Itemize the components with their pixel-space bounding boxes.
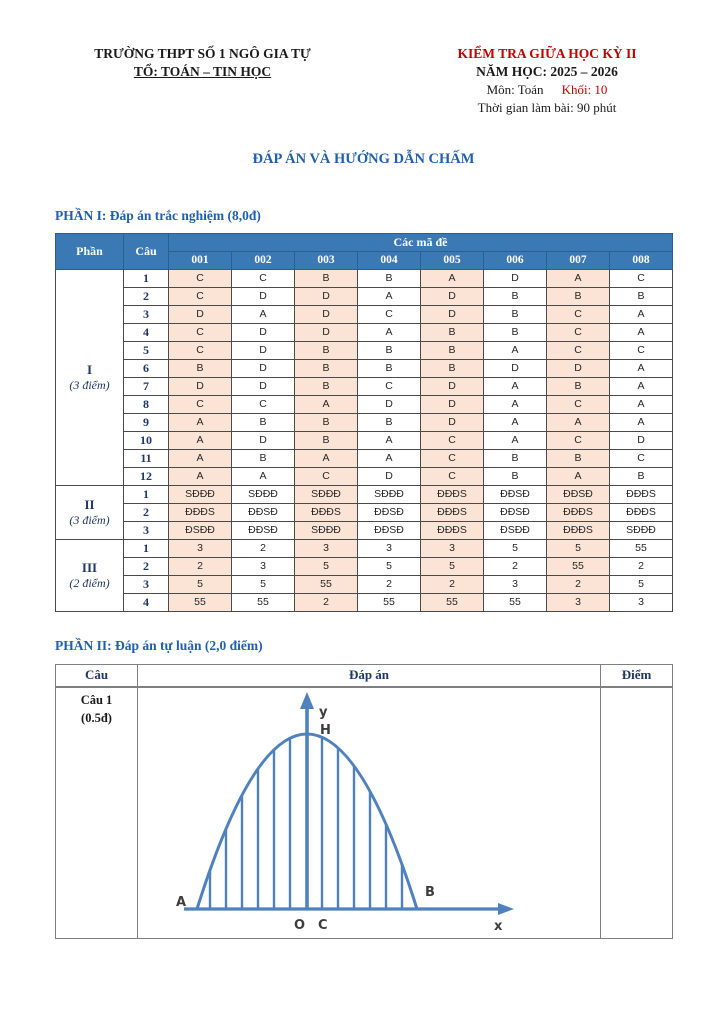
answer-cell: 55 (169, 593, 232, 611)
answer-cell: 5 (421, 557, 484, 575)
part-label-cell (56, 269, 124, 485)
document-header (55, 45, 672, 117)
answer-cell: A (484, 413, 547, 431)
answer-cell: A (610, 413, 673, 431)
column-header-code: 006 (484, 251, 547, 269)
essay-table-header (56, 664, 673, 687)
answer-cell: B (421, 341, 484, 359)
answer-cell: ĐĐSĐ (358, 503, 421, 521)
question-number-cell: 8 (124, 395, 169, 413)
x-axis-arrow-icon (498, 903, 514, 915)
answer-cell: ĐĐĐS (421, 521, 484, 539)
grade-label: Khối: 10 (561, 82, 608, 98)
x-axis (184, 903, 514, 915)
answer-cell: SĐĐĐ (232, 485, 295, 503)
answer-cell: 5 (484, 539, 547, 557)
figure-label-a: A (176, 895, 187, 911)
answer-cell: A (169, 431, 232, 449)
part-label-cell (56, 485, 124, 539)
answer-cell: 3 (421, 539, 484, 557)
answer-cell: B (547, 449, 610, 467)
answer-cell: A (610, 323, 673, 341)
question-number-cell: 2 (124, 287, 169, 305)
answer-cell: 55 (232, 593, 295, 611)
answer-cell: 5 (232, 575, 295, 593)
answer-cell: B (295, 341, 358, 359)
answer-cell: 2 (421, 575, 484, 593)
answer-cell: C (169, 341, 232, 359)
table-row (56, 521, 673, 539)
answer-cell: C (610, 269, 673, 287)
answer-cell: 55 (547, 557, 610, 575)
answer-cell: SĐĐĐ (358, 485, 421, 503)
essay-question-number: Câu 1 (80, 693, 113, 708)
answer-cell: D (358, 467, 421, 485)
answer-cell: B (232, 413, 295, 431)
answer-cell: 5 (547, 539, 610, 557)
answer-cell: B (358, 413, 421, 431)
question-number-cell: 1 (124, 269, 169, 287)
table-row (56, 467, 673, 485)
answer-cell: D (232, 431, 295, 449)
answer-cell: 5 (295, 557, 358, 575)
table-row (56, 431, 673, 449)
section1-heading: PHẦN I: Đáp án trắc nghiệm (8,0đ) (55, 207, 261, 223)
school-name: TRƯỜNG THPT SỐ 1 NGÔ GIA TỰ (94, 46, 311, 61)
answer-cell: B (358, 269, 421, 287)
answer-cell: A (295, 395, 358, 413)
answer-cell: ĐĐĐS (421, 485, 484, 503)
answer-cell: ĐĐĐS (610, 503, 673, 521)
answer-cell: D (421, 287, 484, 305)
answer-cell: D (232, 341, 295, 359)
question-number-cell: 6 (124, 359, 169, 377)
answer-cell: 55 (358, 593, 421, 611)
answer-cell: C (610, 449, 673, 467)
answer-cell: A (484, 377, 547, 395)
answer-cell: ĐĐSĐ (358, 521, 421, 539)
answer-cell: 2 (232, 539, 295, 557)
question-number-cell: 5 (124, 341, 169, 359)
answer-cell: 3 (358, 539, 421, 557)
answer-cell: C (421, 467, 484, 485)
question-number-cell: 4 (124, 593, 169, 611)
answer-cell: ĐSĐĐ (484, 521, 547, 539)
question-number-cell: 10 (124, 431, 169, 449)
answer-cell: B (295, 377, 358, 395)
answer-cell: ĐĐĐS (547, 503, 610, 521)
answer-cell: C (547, 305, 610, 323)
answer-cell: 2 (610, 557, 673, 575)
answer-cell: D (421, 395, 484, 413)
table-row (56, 557, 673, 575)
answer-cell: A (358, 449, 421, 467)
answer-cell: 3 (169, 539, 232, 557)
column-header-code: 008 (610, 251, 673, 269)
answer-cell: ĐĐĐS (610, 485, 673, 503)
question-number-cell: 7 (124, 377, 169, 395)
answer-cell: ĐĐĐS (421, 503, 484, 521)
question-number-cell: 2 (124, 557, 169, 575)
answer-cell: C (547, 395, 610, 413)
answer-cell: B (484, 287, 547, 305)
answer-cell: C (610, 341, 673, 359)
school-block (60, 45, 345, 81)
question-number-cell: 12 (124, 467, 169, 485)
answer-cell: ĐĐĐS (295, 503, 358, 521)
column-header-code: 007 (547, 251, 610, 269)
table-row (56, 269, 673, 287)
answer-cell: A (169, 467, 232, 485)
answer-cell: B (547, 287, 610, 305)
column-header-code: 003 (295, 251, 358, 269)
answer-cell: 55 (421, 593, 484, 611)
answer-cell: C (169, 269, 232, 287)
answer-cell: D (232, 359, 295, 377)
answer-cell: B (295, 359, 358, 377)
answer-cell: A (169, 413, 232, 431)
answer-cell: D (232, 377, 295, 395)
column-header-question: Câu (124, 233, 169, 269)
answer-cell: B (295, 269, 358, 287)
answer-cell: B (358, 341, 421, 359)
exam-info-block (422, 45, 672, 117)
answer-cell: D (421, 305, 484, 323)
answer-cell: ĐĐSĐ (547, 485, 610, 503)
table-row (56, 341, 673, 359)
parabola-figure (174, 690, 519, 933)
question-number-cell: 1 (124, 485, 169, 503)
answer-cell: B (484, 467, 547, 485)
answer-cell: 3 (610, 593, 673, 611)
page-title: ĐÁP ÁN VÀ HƯỚNG DẪN CHẤM (252, 150, 475, 167)
answer-cell: 2 (358, 575, 421, 593)
essay-score-cell (601, 687, 673, 939)
table-row (56, 449, 673, 467)
department-name: TỔ: TOÁN – TIN HỌC (133, 64, 272, 80)
part-points-label: (3 điểm) (69, 512, 110, 527)
answer-cell: C (547, 323, 610, 341)
answer-cell: 5 (610, 575, 673, 593)
answer-cell: D (358, 395, 421, 413)
answer-cell: C (358, 305, 421, 323)
answer-cell: 3 (232, 557, 295, 575)
essay-column-answer: Đáp án (138, 664, 601, 687)
answer-cell: D (295, 323, 358, 341)
answer-cell: D (295, 305, 358, 323)
answer-cell: ĐĐSĐ (484, 503, 547, 521)
table-row (56, 359, 673, 377)
answer-cell: ĐĐSĐ (484, 485, 547, 503)
answer-cell: A (484, 395, 547, 413)
answer-cell: B (484, 305, 547, 323)
answer-cell: B (421, 323, 484, 341)
answer-cell: 5 (169, 575, 232, 593)
part-label: I (86, 362, 93, 378)
answer-cell: B (169, 359, 232, 377)
figure-label-c: C (318, 918, 328, 934)
answer-cell: D (547, 359, 610, 377)
section2-heading: PHẦN II: Đáp án tự luận (2,0 điểm) (55, 637, 263, 653)
column-header-code: 001 (169, 251, 232, 269)
answer-cell: 55 (610, 539, 673, 557)
table-row (56, 323, 673, 341)
answer-cell: SĐĐĐ (169, 485, 232, 503)
answer-table-header (56, 233, 673, 269)
table-row (56, 539, 673, 557)
question-number-cell: 3 (124, 521, 169, 539)
answer-cell: A (232, 467, 295, 485)
essay-table (55, 664, 673, 940)
answer-cell: 5 (358, 557, 421, 575)
answer-cell: 3 (295, 539, 358, 557)
answer-table-body (56, 269, 673, 611)
table-row (56, 377, 673, 395)
essay-question-cell (56, 687, 138, 939)
answer-cell: ĐĐSĐ (232, 503, 295, 521)
answer-cell: ĐSĐĐ (169, 521, 232, 539)
answer-cell: C (421, 431, 484, 449)
answer-cell: B (610, 287, 673, 305)
answer-cell: A (484, 431, 547, 449)
answer-cell: A (169, 449, 232, 467)
table-row (56, 287, 673, 305)
answer-cell: A (484, 341, 547, 359)
answer-cell: D (295, 287, 358, 305)
answer-figure (174, 690, 519, 938)
answer-cell: 55 (484, 593, 547, 611)
answer-cell: 3 (547, 593, 610, 611)
y-axis (300, 692, 314, 909)
answer-key-table (55, 233, 673, 612)
answer-cell: D (169, 377, 232, 395)
question-number-cell: 3 (124, 575, 169, 593)
answer-cell: C (232, 395, 295, 413)
answer-cell: D (232, 323, 295, 341)
answer-cell: C (358, 377, 421, 395)
answer-cell: B (610, 467, 673, 485)
duration-label: Thời gian làm bài: 90 phút (477, 99, 617, 115)
table-row (56, 395, 673, 413)
question-number-cell: 2 (124, 503, 169, 521)
answer-cell: A (421, 269, 484, 287)
answer-cell: A (358, 287, 421, 305)
answer-cell: SĐĐĐ (295, 521, 358, 539)
answer-cell: A (547, 413, 610, 431)
essay-answer-cell (138, 687, 601, 939)
answer-cell: C (169, 287, 232, 305)
answer-cell: D (484, 269, 547, 287)
subject-line (422, 81, 672, 99)
answer-cell: ĐĐĐS (169, 503, 232, 521)
answer-cell: C (421, 449, 484, 467)
question-number-cell: 3 (124, 305, 169, 323)
part-label: II (84, 497, 95, 513)
column-header-code: 004 (358, 251, 421, 269)
essay-question-score-note: (0.5đ) (81, 711, 112, 726)
question-number-cell: 11 (124, 449, 169, 467)
answer-cell: B (295, 431, 358, 449)
answer-cell: C (295, 467, 358, 485)
table-row (56, 593, 673, 611)
answer-cell: B (232, 449, 295, 467)
answer-cell: B (295, 413, 358, 431)
part-label: III (81, 560, 98, 576)
column-header-codes: Các mã đề (169, 233, 673, 251)
question-number-cell: 1 (124, 539, 169, 557)
answer-cell: C (169, 323, 232, 341)
answer-cell: 3 (484, 575, 547, 593)
answer-cell: A (547, 467, 610, 485)
figure-label-x: x (494, 919, 503, 934)
part-points-label: (2 điểm) (69, 575, 110, 590)
answer-cell: B (358, 359, 421, 377)
answer-cell: A (610, 305, 673, 323)
answer-cell: 2 (295, 593, 358, 611)
answer-cell: C (169, 395, 232, 413)
subject-label: Môn: Toán (486, 82, 544, 98)
figure-label-o: O (294, 918, 306, 934)
table-row (56, 687, 673, 939)
part-label-cell (56, 539, 124, 611)
figure-label-b: B (425, 885, 435, 901)
answer-cell: SĐĐĐ (610, 521, 673, 539)
answer-cell: A (547, 269, 610, 287)
answer-cell: B (484, 323, 547, 341)
table-row (56, 413, 673, 431)
column-header-part: Phần (56, 233, 124, 269)
answer-cell: SĐĐĐ (295, 485, 358, 503)
answer-cell: D (484, 359, 547, 377)
question-number-cell: 9 (124, 413, 169, 431)
table-row (56, 575, 673, 593)
answer-cell: D (421, 413, 484, 431)
part-points-label: (3 điểm) (69, 377, 110, 392)
answer-cell: ĐĐĐS (547, 521, 610, 539)
answer-cell: ĐĐSĐ (232, 521, 295, 539)
answer-cell: A (610, 377, 673, 395)
answer-cell: 55 (295, 575, 358, 593)
figure-label-h: H (320, 723, 331, 739)
answer-cell: A (232, 305, 295, 323)
answer-cell: A (610, 359, 673, 377)
answer-cell: C (547, 341, 610, 359)
exam-title: KIỂM TRA GIỮA HỌC KỲ II (457, 46, 637, 61)
answer-cell: B (484, 449, 547, 467)
answer-cell: B (547, 377, 610, 395)
answer-cell: C (547, 431, 610, 449)
answer-cell: D (169, 305, 232, 323)
answer-cell: 2 (484, 557, 547, 575)
table-row (56, 503, 673, 521)
column-header-code: 005 (421, 251, 484, 269)
answer-cell: 2 (169, 557, 232, 575)
answer-cell: 2 (547, 575, 610, 593)
question-number-cell: 4 (124, 323, 169, 341)
table-row (56, 485, 673, 503)
figure-label-y: y (319, 705, 328, 721)
y-axis-arrow-icon (300, 692, 314, 709)
table-row (56, 305, 673, 323)
answer-cell: A (295, 449, 358, 467)
answer-cell: D (610, 431, 673, 449)
answer-cell: A (610, 395, 673, 413)
answer-cell: D (232, 287, 295, 305)
answer-cell: A (358, 431, 421, 449)
column-header-code: 002 (232, 251, 295, 269)
answer-cell: B (421, 359, 484, 377)
essay-column-question: Câu (56, 664, 138, 687)
answer-cell: A (358, 323, 421, 341)
school-year: NĂM HỌC: 2025 – 2026 (476, 64, 618, 80)
answer-cell: C (232, 269, 295, 287)
essay-column-score: Điểm (601, 664, 673, 687)
answer-cell: D (421, 377, 484, 395)
